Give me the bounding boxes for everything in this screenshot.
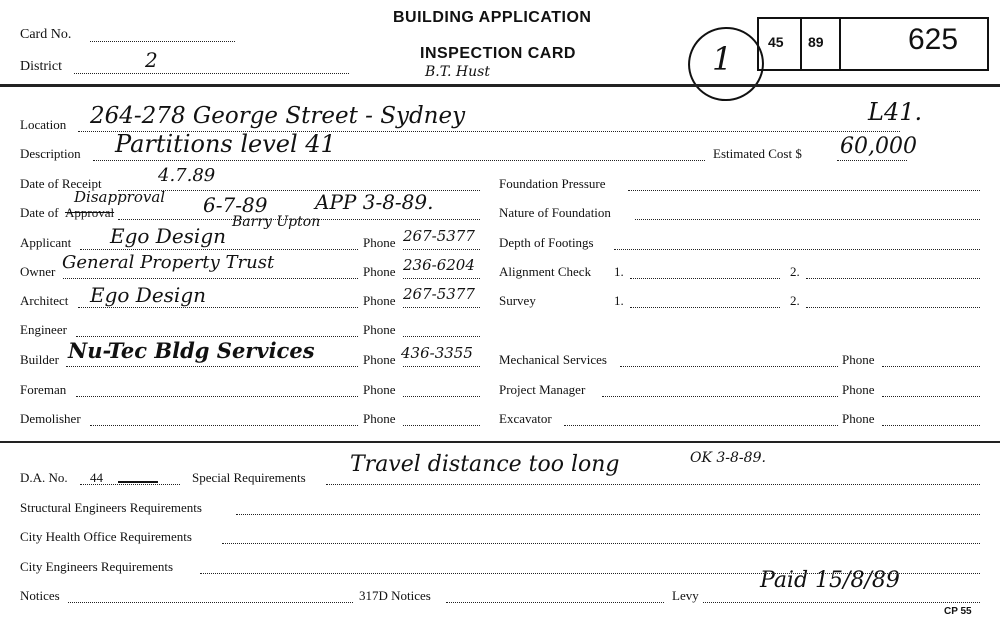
mechanical-services-label: Mechanical Services bbox=[499, 352, 607, 367]
card-no-line bbox=[90, 41, 235, 42]
architect-phone: 267-5377 bbox=[403, 285, 475, 303]
foreman-phone-label: Phone bbox=[363, 382, 396, 397]
notices-label: Notices bbox=[20, 588, 60, 603]
receipt-label: Date of Receipt bbox=[20, 176, 102, 191]
page-title-line1: BUILDING APPLICATION bbox=[393, 9, 592, 26]
demolisher-phone-label: Phone bbox=[363, 411, 396, 426]
applicant-phone: 267-5377 bbox=[403, 227, 475, 245]
estimated-cost-line bbox=[837, 160, 907, 161]
date-of-label: Date of bbox=[20, 205, 59, 220]
foreman-label: Foreman bbox=[20, 382, 67, 397]
nature-of-foundation-label: Nature of Foundation bbox=[499, 205, 611, 220]
foreman-line bbox=[76, 396, 358, 397]
card-number: 625 bbox=[908, 23, 959, 56]
alignment-check-1: 1. bbox=[614, 264, 624, 279]
district-value: 2 bbox=[145, 48, 158, 72]
builder-line bbox=[66, 366, 358, 367]
da-label: D.A. No. bbox=[20, 470, 68, 485]
city-health-label: City Health Office Requirements bbox=[20, 529, 192, 544]
description-label: Description bbox=[20, 146, 81, 161]
applicant-line bbox=[80, 249, 358, 250]
district-line bbox=[74, 73, 349, 74]
city-engineers-label: City Engineers Requirements bbox=[20, 559, 174, 574]
engineer-label: Engineer bbox=[20, 322, 67, 337]
level-mark: L41. bbox=[868, 98, 923, 126]
top-divider bbox=[0, 84, 1000, 87]
circled-number: 1 bbox=[712, 40, 733, 78]
builder-label: Builder bbox=[20, 352, 59, 367]
page-title-line2: INSPECTION CARD bbox=[420, 45, 576, 62]
structural-label: Structural Engineers Requirements bbox=[20, 500, 202, 515]
levy-label: Levy bbox=[672, 588, 699, 603]
alignment-check-label: Alignment Check bbox=[499, 264, 592, 279]
applicant-extra: Barry Upton bbox=[232, 214, 321, 230]
inspector-initials: B.T. Hust bbox=[425, 64, 490, 80]
engineer-line bbox=[76, 336, 358, 337]
location-label: Location bbox=[20, 117, 67, 132]
owner-phone-label: Phone bbox=[363, 264, 396, 279]
demolisher-label: Demolisher bbox=[20, 411, 81, 426]
applicant-phone-label: Phone bbox=[363, 235, 396, 250]
approval-value: APP 3-8-89. bbox=[315, 190, 434, 214]
receipt-value: 4.7.89 bbox=[158, 165, 216, 186]
da-dash-mark bbox=[118, 481, 158, 483]
code-b: 89 bbox=[808, 34, 824, 50]
excavator-phone-label: Phone bbox=[842, 411, 875, 426]
description-value: Partitions level 41 bbox=[115, 130, 336, 158]
depth-of-footings-label: Depth of Footings bbox=[499, 235, 594, 250]
paid-stamp: Paid 15/8/89 bbox=[760, 568, 900, 593]
approval-label: Approval bbox=[65, 205, 115, 220]
special-requirements-value: Travel distance too long bbox=[350, 452, 620, 477]
card-no-label: Card No. bbox=[20, 27, 72, 42]
survey-1: 1. bbox=[614, 293, 624, 308]
estimated-cost-label: Estimated Cost $ bbox=[713, 146, 802, 161]
excavator-label: Excavator bbox=[499, 411, 552, 426]
builder-phone-label: Phone bbox=[363, 352, 396, 367]
demolisher-line bbox=[90, 425, 358, 426]
alignment-check-2: 2. bbox=[790, 264, 800, 279]
owner-label: Owner bbox=[20, 264, 56, 279]
mechanical-phone-label: Phone bbox=[842, 352, 875, 367]
architect-line bbox=[78, 307, 358, 308]
disapproval-label: Disapproval bbox=[74, 188, 166, 206]
builder-value: Nu-Tec Bldg Services bbox=[68, 338, 315, 363]
builder-phone: 436-3355 bbox=[401, 344, 473, 362]
owner-line bbox=[63, 278, 358, 279]
architect-label: Architect bbox=[20, 293, 69, 308]
project-manager-label: Project Manager bbox=[499, 382, 586, 397]
disapproval-value: 6-7-89 bbox=[203, 193, 268, 217]
project-manager-phone-label: Phone bbox=[842, 382, 875, 397]
code-a: 45 bbox=[768, 34, 784, 50]
special-requirements-label: Special Requirements bbox=[192, 470, 306, 485]
foundation-pressure-label: Foundation Pressure bbox=[499, 176, 606, 191]
district-label: District bbox=[20, 59, 62, 74]
survey-label: Survey bbox=[499, 293, 536, 308]
middle-divider bbox=[0, 441, 1000, 443]
engineer-phone-label: Phone bbox=[363, 322, 396, 337]
survey-2: 2. bbox=[790, 293, 800, 308]
owner-value: General Property Trust bbox=[62, 252, 275, 273]
da-value: 44 bbox=[90, 470, 103, 485]
form-code: CP 55 bbox=[944, 606, 972, 617]
ok-note: OK 3-8-89. bbox=[690, 450, 766, 466]
architect-phone-label: Phone bbox=[363, 293, 396, 308]
description-line bbox=[93, 160, 705, 161]
location-value: 264-278 George Street - Sydney bbox=[90, 103, 466, 129]
owner-phone: 236-6204 bbox=[403, 256, 475, 274]
applicant-value: Ego Design bbox=[110, 224, 227, 248]
estimated-cost-value: 60,000 bbox=[840, 134, 917, 159]
applicant-label: Applicant bbox=[20, 235, 72, 250]
architect-value: Ego Design bbox=[90, 283, 207, 307]
notices-317d-label: 317D Notices bbox=[359, 588, 431, 603]
